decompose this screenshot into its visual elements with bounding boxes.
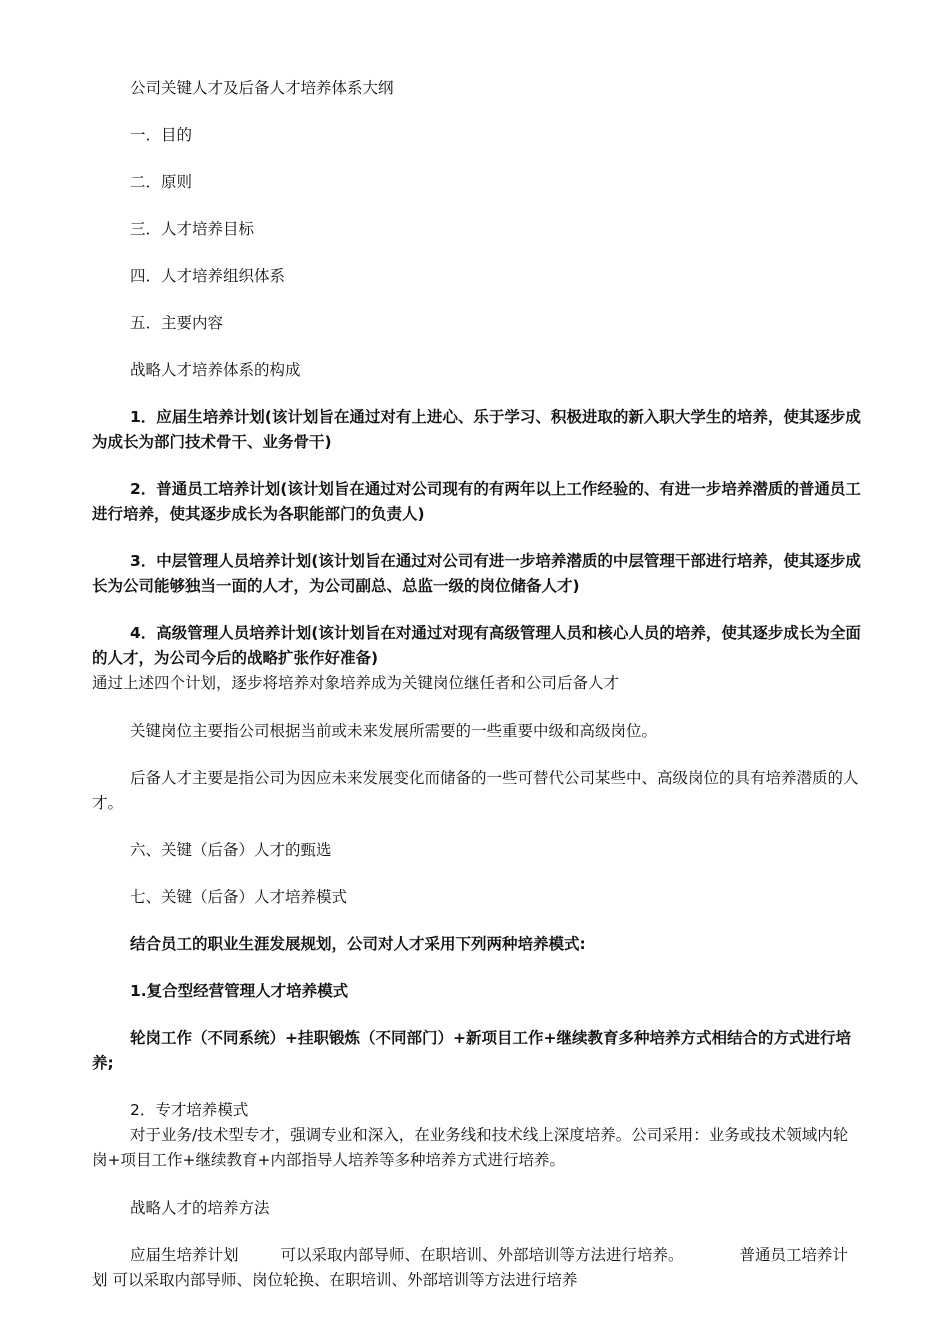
subheading-training-methods: 战略人才的培养方法 [130,1199,270,1217]
section-main-content: 五．主要内容 [130,314,224,332]
document-title: 公司关键人才及后备人才培养体系大纲 [130,79,394,97]
method-regular-label: 普通员工培养计划 [92,1246,849,1289]
training-modes-intro: 结合员工的职业生涯发展规划，公司对人才采用下列两种培养模式: [130,935,586,953]
mode-specialist-title: 2．专才培养模式 [130,1101,249,1119]
key-positions-definition: 关键岗位主要指公司根据当前或未来发展所需要的一些重要中级和高级岗位。 [130,722,658,740]
section-training-modes: 七、关键（后备）人才培养模式 [130,888,348,906]
mode-specialist-body: 对于业务/技术型专才，强调专业和深入，在业务线和技术线上深度培养。公司采用：业务或技术领域内轮岗+项目工作+继续教育+内部指导人培养等多种培养方式进行培养。 [92,1126,849,1169]
section-goals: 三．人才培养目标 [130,220,255,238]
section-organization: 四．人才培养组织体系 [130,267,286,285]
reserve-talent-definition: 后备人才主要是指公司为因应未来发展变化而储备的一些可替代公司某些中、高级岗位的具有培养潜质的人才。 [92,769,859,812]
plan-graduates: 1．应届生培养计划(该计划旨在通过对有上进心、乐于学习、积极进取的新入职大学生的培养，使其逐步成为成长为部门技术骨干、业务骨干) [92,408,861,451]
method-graduates-text: 可以采取内部导师、在职培训、外部培训等方法进行培养。 [280,1246,684,1264]
plans-summary: 通过上述四个计划，逐步将培养对象培养成为关键岗位继任者和公司后备人才 [92,674,620,692]
mode-composite-body: 轮岗工作（不同系统）+挂职锻炼（不同部门）+新项目工作+继续教育多种培养方式相结合的方式进行培养; [92,1029,851,1072]
subheading-system-composition: 战略人才培养体系的构成 [130,361,301,379]
method-graduates-label: 应届生培养计划 [130,1246,239,1264]
section-purpose: 一．目的 [130,126,193,144]
section-principles: 二．原则 [130,173,193,191]
mode-composite-title: 1.复合型经营管理人才培养模式 [130,982,349,1000]
plan-regular-staff: 2．普通员工培养计划(该计划旨在通过对公司现有的有两年以上工作经验的、有进一步培养潜质的普通员工进行培养，使其逐步成长为各职能部门的负责人) [92,480,861,523]
plan-senior-managers: 4．高级管理人员培养计划(该计划旨在对通过对现有高级管理人员和核心人员的培养，使其逐步成长为全面的人才，为公司今后的战略扩张作好准备) [92,624,861,667]
plan-middle-managers: 3．中层管理人员培养计划(该计划旨在通过对公司有进一步培养潜质的中层管理干部进行培养，使其逐步成长为公司能够独当一面的人才，为公司副总、总监一级的岗位储备人才) [92,552,861,595]
method-regular-text: 可以采取内部导师、岗位轮换、在职培训、外部培训等方法进行培养 [112,1271,578,1289]
training-methods-paragraph [92,1243,862,1293]
section-selection: 六、关键（后备）人才的甄选 [130,841,332,859]
